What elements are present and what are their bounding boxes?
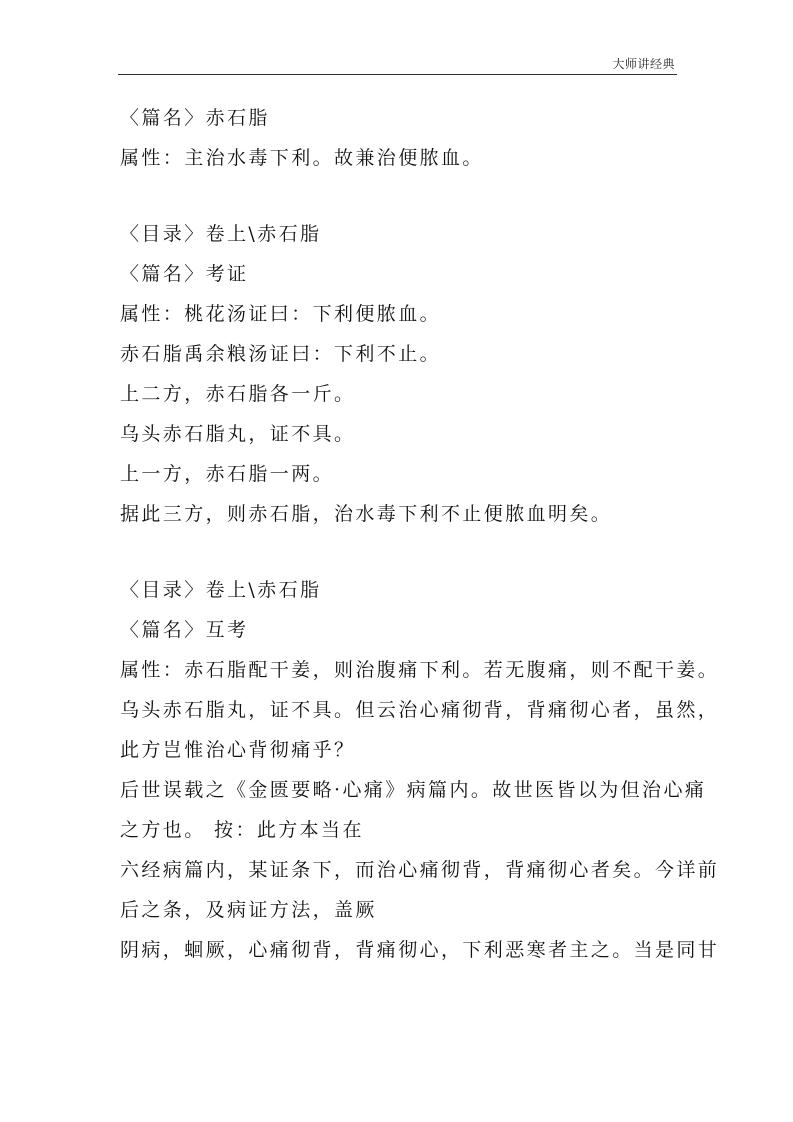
text-line: 之方也。 按：此方本当在: [120, 819, 364, 841]
text-line: 属性：赤石脂配干姜，则治腹痛下利。若无腹痛，则不配干姜。: [120, 659, 720, 681]
text-line: 六经病篇内，某证条下，而治心痛彻背，背痛彻心者矣。今详前: [120, 859, 720, 881]
section-title: 〈篇名〉考证: [120, 263, 249, 285]
section-2: [120, 216, 680, 536]
section-title: 〈篇名〉赤石脂: [120, 107, 270, 129]
text-line: 乌头赤石脂丸，证不具。但云治心痛彻背，背痛彻心者，虽然，: [120, 699, 720, 721]
header-title: 大师讲经典: [612, 57, 675, 71]
text-line: 后之条，及病证方法，盖厥: [120, 899, 377, 921]
text-line: 属性：主治水毒下利。故兼治便脓血。: [120, 147, 484, 169]
section-1: [120, 100, 680, 180]
text-line: 乌头赤石脂丸，证不具。: [120, 423, 356, 445]
text-line: 据此三方，则赤石脂，治水毒下利不止便脓血明矣。: [120, 503, 613, 525]
text-line: 上一方，赤石脂一两。: [120, 463, 335, 485]
section-title: 〈篇名〉互考: [120, 619, 249, 641]
section-3: [120, 572, 720, 972]
text-line: 赤石脂禹余粮汤证曰：下利不止。: [120, 343, 442, 365]
text-line: 此方岂惟治心背彻痛乎？: [120, 739, 356, 761]
text-line: 属性：桃花汤证曰：下利便脓血。: [120, 303, 442, 325]
text-line: 后世误载之《金匮要略·心痛》病篇内。故世医皆以为但治心痛: [120, 779, 707, 801]
document-body: [120, 100, 720, 972]
spacer: [120, 536, 680, 572]
text-line: 上二方，赤石脂各一斤。: [120, 383, 356, 405]
catalog-line: 〈目录〉卷上\赤石脂: [120, 579, 322, 601]
catalog-line: 〈目录〉卷上\赤石脂: [120, 223, 322, 245]
text-line: 阴病，蛔厥，心痛彻背，背痛彻心，下利恶寒者主之。当是同甘: [120, 939, 720, 961]
spacer: [120, 180, 680, 216]
page-header: [118, 52, 677, 75]
